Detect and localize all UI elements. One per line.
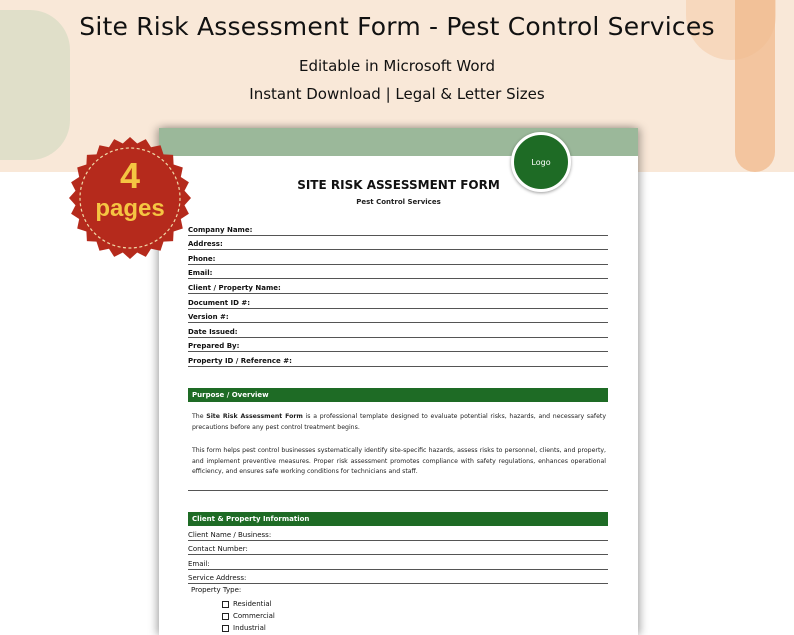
field-address: Address:	[188, 236, 608, 251]
badge-word: pages	[95, 195, 165, 222]
client-fields	[188, 526, 608, 584]
checkbox-icon	[222, 601, 229, 608]
field-property-id: Property ID / Reference #:	[188, 352, 608, 367]
company-fields	[188, 221, 608, 367]
field-client-name: Client Name / Business:	[188, 526, 608, 541]
page-count-badge	[68, 136, 192, 260]
option-residential: Residential	[222, 598, 275, 610]
checkbox-icon	[222, 613, 229, 620]
field-client-email: Email:	[188, 555, 608, 570]
field-version: Version #:	[188, 309, 608, 324]
field-service-address: Service Address:	[188, 570, 608, 585]
field-date-issued: Date Issued:	[188, 323, 608, 338]
document-subtitle: Pest Control Services	[356, 198, 441, 206]
field-email: Email:	[188, 265, 608, 280]
purpose-paragraph-2: This form helps pest control businesses systematically identify site-specific hazards, assess risks to personnel, clients, and property, and implement preventive measures. Proper risk assessment promotes compliance with safety regulations, enhances operational efficiency, and ensures safe working conditions for technicians and staff.	[192, 447, 606, 475]
field-client-property-name: Client / Property Name:	[188, 279, 608, 294]
logo-placeholder: Logo	[511, 132, 571, 192]
product-subtitle-download: Instant Download | Legal & Letter Sizes	[249, 85, 545, 103]
property-type-label: Property Type:	[191, 586, 242, 594]
field-company-name: Company Name:	[188, 221, 608, 236]
badge-number: 4	[119, 155, 141, 196]
section-divider	[188, 490, 608, 491]
product-title: Site Risk Assessment Form - Pest Control Services	[79, 12, 715, 41]
option-industrial: Industrial	[222, 622, 275, 634]
checkbox-icon	[222, 625, 229, 632]
purpose-paragraph-1: The Site Risk Assessment Form is a professional template designed to evaluate potential risks, hazards, and necessary safety precautions before any pest control treatment begins.	[192, 413, 607, 431]
section-heading-purpose: Purpose / Overview	[188, 388, 608, 402]
field-document-id: Document ID #:	[188, 294, 608, 309]
product-subtitle-format: Editable in Microsoft Word	[299, 57, 495, 75]
section-heading-client: Client & Property Information	[188, 512, 608, 526]
field-contact-number: Contact Number:	[188, 541, 608, 556]
document-title: SITE RISK ASSESSMENT FORM	[297, 178, 500, 192]
property-type-options	[222, 598, 275, 634]
field-prepared-by: Prepared By:	[188, 338, 608, 353]
option-commercial: Commercial	[222, 610, 275, 622]
document-preview	[159, 128, 638, 635]
field-phone: Phone:	[188, 250, 608, 265]
